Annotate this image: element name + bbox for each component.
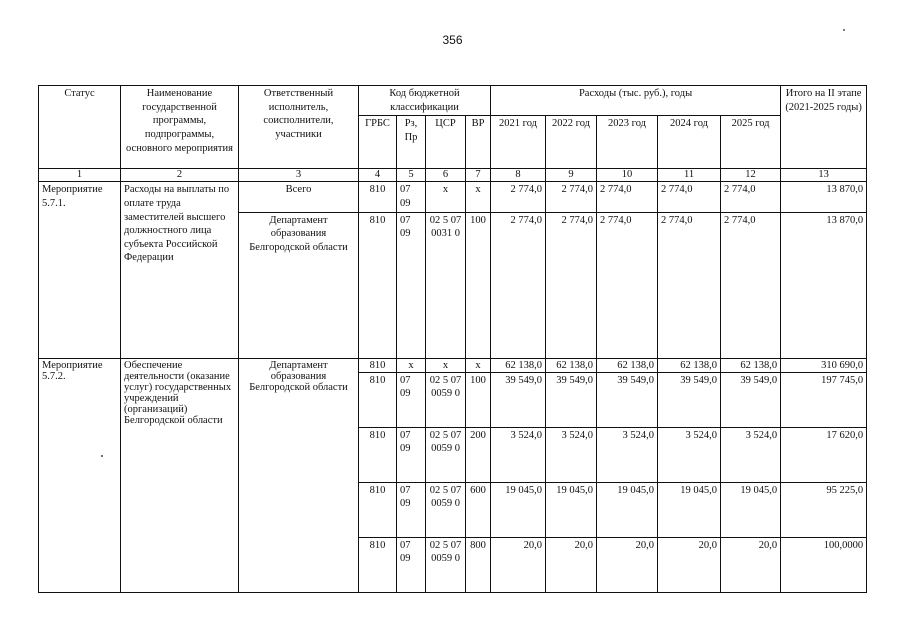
vr-cell: 200	[466, 427, 491, 482]
value-2024-cell: 19 045,0	[658, 482, 721, 537]
column-number: 8	[491, 169, 546, 182]
vr-cell: 100	[466, 372, 491, 427]
executor-cell: Департамент образования Белгородской области	[239, 358, 359, 592]
csr-cell: х	[426, 358, 466, 372]
value-2022-cell: 3 524,0	[546, 427, 597, 482]
value-2024-cell: 20,0	[658, 537, 721, 592]
value-2022-cell: 19 045,0	[546, 482, 597, 537]
rzpr-cell: х	[397, 358, 426, 372]
column-number-row	[39, 169, 867, 182]
value-2025-cell: 3 524,0	[721, 427, 781, 482]
value-2023-cell: 19 045,0	[597, 482, 658, 537]
column-number: 4	[359, 169, 397, 182]
total-cell: 17 620,0	[781, 427, 867, 482]
value-2022-cell: 20,0	[546, 537, 597, 592]
value-2025-cell: 62 138,0	[721, 358, 781, 372]
rzpr-cell: 07 09	[397, 212, 426, 358]
table-row	[39, 358, 867, 372]
col-2021-header: 2021 год	[491, 116, 546, 169]
value-2021-cell: 2 774,0	[491, 212, 546, 358]
value-2023-cell: 39 549,0	[597, 372, 658, 427]
vr-cell: х	[466, 182, 491, 212]
col-expenses-header: Расходы (тыс. руб.), годы	[491, 86, 781, 116]
value-2025-cell: 19 045,0	[721, 482, 781, 537]
vr-cell: 600	[466, 482, 491, 537]
total-cell: 13 870,0	[781, 212, 867, 358]
total-cell: 100,0000	[781, 537, 867, 592]
value-2024-cell: 62 138,0	[658, 358, 721, 372]
value-2022-cell: 2 774,0	[546, 182, 597, 212]
page-number: 356	[442, 33, 463, 47]
csr-cell: 02 5 07 0031 0	[426, 212, 466, 358]
rzpr-cell: 07 09	[397, 372, 426, 427]
csr-cell: х	[426, 182, 466, 212]
col-total-header: Итого на II этапе (2021-2025 годы)	[781, 86, 867, 169]
value-2023-cell: 62 138,0	[597, 358, 658, 372]
column-number: 2	[121, 169, 239, 182]
total-cell: 310 690,0	[781, 358, 867, 372]
status-cell: Мероприятие 5.7.2.	[39, 358, 121, 592]
value-2025-cell: 20,0	[721, 537, 781, 592]
grbs-cell: 810	[359, 537, 397, 592]
col-2025-header: 2025 год	[721, 116, 781, 169]
col-2022-header: 2022 год	[546, 116, 597, 169]
column-number: 13	[781, 169, 867, 182]
value-2024-cell: 3 524,0	[658, 427, 721, 482]
value-2023-cell: 2 774,0	[597, 182, 658, 212]
rzpr-cell: 07 09	[397, 482, 426, 537]
header-row-1	[39, 86, 867, 116]
column-number: 12	[721, 169, 781, 182]
grbs-cell: 810	[359, 212, 397, 358]
col-name-header: Наименование государственной программы, подпрограммы, основного мероприятия	[121, 86, 239, 169]
column-number: 10	[597, 169, 658, 182]
column-number: 3	[239, 169, 359, 182]
value-2022-cell: 39 549,0	[546, 372, 597, 427]
col-grbs-header: ГРБС	[359, 116, 397, 169]
value-2025-cell: 39 549,0	[721, 372, 781, 427]
vr-cell: х	[466, 358, 491, 372]
value-2023-cell: 2 774,0	[597, 212, 658, 358]
csr-cell: 02 5 07 0059 0	[426, 537, 466, 592]
column-number: 6	[426, 169, 466, 182]
value-2025-cell: 2 774,0	[721, 212, 781, 358]
measure-name-cell: Обеспечение деятельности (оказание услуг) государственных учреждений (организаций) Белгородской области	[121, 358, 239, 592]
rzpr-cell: 07 09	[397, 427, 426, 482]
value-2021-cell: 20,0	[491, 537, 546, 592]
rzpr-cell: 07 09	[397, 182, 426, 212]
rzpr-cell: 07 09	[397, 537, 426, 592]
col-vr-header: ВР	[466, 116, 491, 169]
col-rzpr-header: Рз, Пр	[397, 116, 426, 169]
budget-table	[38, 85, 867, 593]
grbs-cell: 810	[359, 182, 397, 212]
col-executor-header: Ответственный исполнитель, соисполнители, участники	[239, 86, 359, 169]
scan-speck	[101, 455, 103, 457]
column-number: 1	[39, 169, 121, 182]
column-number: 7	[466, 169, 491, 182]
value-2022-cell: 62 138,0	[546, 358, 597, 372]
column-number: 9	[546, 169, 597, 182]
scan-speck	[843, 29, 845, 31]
total-cell: 95 225,0	[781, 482, 867, 537]
value-2023-cell: 20,0	[597, 537, 658, 592]
value-2021-cell: 2 774,0	[491, 182, 546, 212]
value-2021-cell: 39 549,0	[491, 372, 546, 427]
value-2024-cell: 2 774,0	[658, 212, 721, 358]
col-status-header: Статус	[39, 86, 121, 169]
total-cell: 197 745,0	[781, 372, 867, 427]
measure-name-cell: Расходы на выплаты по оплате труда заместителей высшего должностного лица субъекта Российской Федерации	[121, 182, 239, 358]
value-2021-cell: 3 524,0	[491, 427, 546, 482]
col-2023-header: 2023 год	[597, 116, 658, 169]
grbs-cell: 810	[359, 372, 397, 427]
value-2022-cell: 2 774,0	[546, 212, 597, 358]
status-cell: Мероприятие 5.7.1.	[39, 182, 121, 358]
value-2025-cell: 2 774,0	[721, 182, 781, 212]
csr-cell: 02 5 07 0059 0	[426, 427, 466, 482]
grbs-cell: 810	[359, 427, 397, 482]
executor-cell: Всего	[239, 182, 359, 212]
value-2021-cell: 19 045,0	[491, 482, 546, 537]
value-2024-cell: 2 774,0	[658, 182, 721, 212]
vr-cell: 800	[466, 537, 491, 592]
value-2024-cell: 39 549,0	[658, 372, 721, 427]
executor-cell: Департамент образования Белгородской области	[239, 212, 359, 358]
vr-cell: 100	[466, 212, 491, 358]
grbs-cell: 810	[359, 482, 397, 537]
column-number: 11	[658, 169, 721, 182]
table-row	[39, 182, 867, 212]
csr-cell: 02 5 07 0059 0	[426, 372, 466, 427]
column-number: 5	[397, 169, 426, 182]
col-csr-header: ЦСР	[426, 116, 466, 169]
total-cell: 13 870,0	[781, 182, 867, 212]
col-2024-header: 2024 год	[658, 116, 721, 169]
col-budget-code-header: Код бюджетной классификации	[359, 86, 491, 116]
csr-cell: 02 5 07 0059 0	[426, 482, 466, 537]
value-2023-cell: 3 524,0	[597, 427, 658, 482]
grbs-cell: 810	[359, 358, 397, 372]
value-2021-cell: 62 138,0	[491, 358, 546, 372]
